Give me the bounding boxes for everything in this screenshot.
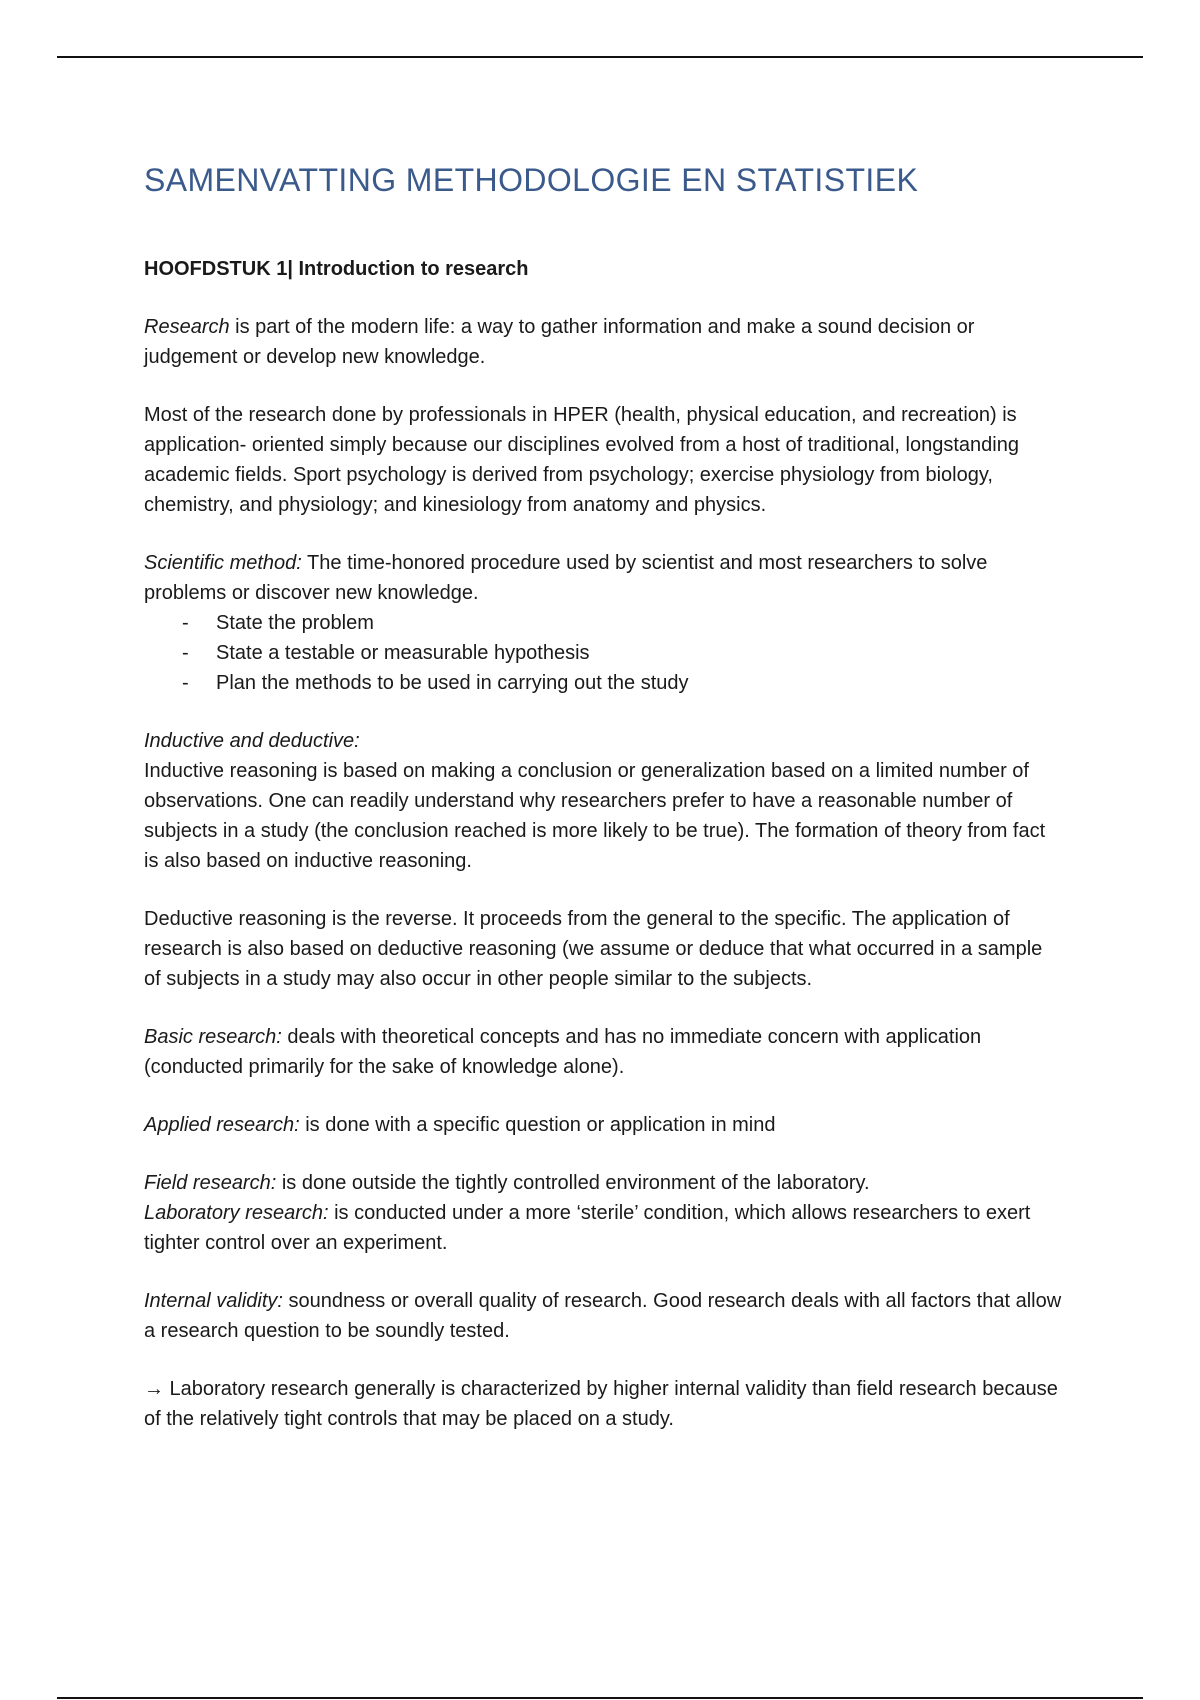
internal-validity-text: soundness or overall quality of research. Good research deals with all factors that allow a research question to be soundly tested. bbox=[144, 1290, 1062, 1342]
step-text: Plan the methods to be used in carrying out the study bbox=[216, 672, 689, 694]
list-item bbox=[144, 608, 1064, 638]
field-research-paragraph bbox=[144, 1168, 1064, 1198]
term-applied-research: Applied research: bbox=[144, 1114, 300, 1136]
list-item bbox=[144, 638, 1064, 668]
applied-research-paragraph bbox=[144, 1110, 1064, 1140]
bullet-dash: - bbox=[182, 672, 189, 694]
inductive-paragraph: Inductive reasoning is based on making a conclusion or generalization based on a limited number of observations. One can readily understand why researchers prefer to have a reasonable number of subjects in a study (the conclusion reached is more likely to be true). The formation of theory from fact is also based on inductive reasoning. bbox=[144, 760, 1046, 872]
term-basic-research: Basic research: bbox=[144, 1026, 282, 1048]
scientific-method-paragraph bbox=[144, 548, 1064, 608]
scientific-method-steps bbox=[144, 608, 1064, 698]
footer-rule bbox=[57, 1697, 1143, 1699]
arrow-right-icon: → bbox=[144, 1378, 164, 1400]
term-laboratory-research: Laboratory research: bbox=[144, 1202, 329, 1224]
research-intro-paragraph bbox=[144, 312, 1064, 372]
hper-paragraph: Most of the research done by professionals in HPER (health, physical education, and recreation) is application- oriented simply because our disciplines evolved from a host of traditional, longstanding academic fields. Sport psychology is derived from psychology; exercise physiology from biology, chemistry, and physiology; and kinesiology from anatomy and physics. bbox=[144, 404, 1019, 516]
scientific-method-text: The time-honored procedure used by scientist and most researchers to solve problems or discover new knowledge. bbox=[144, 552, 988, 604]
conclusion-paragraph bbox=[144, 1374, 1064, 1434]
list-item bbox=[144, 668, 1064, 698]
bullet-dash: - bbox=[182, 612, 189, 634]
step-text: State the problem bbox=[216, 612, 374, 634]
deductive-paragraph: Deductive reasoning is the reverse. It proceeds from the general to the specific. The application of research is also based on deductive reasoning (we assume or deduce that what occurred in a sample of subjects in a study may also occur in other people similar to the subjects. bbox=[144, 908, 1043, 990]
chapter-heading: HOOFDSTUK 1| Introduction to research bbox=[144, 258, 529, 280]
term-field-research: Field research: bbox=[144, 1172, 277, 1194]
term-internal-validity: Internal validity: bbox=[144, 1290, 283, 1312]
research-intro-text: is part of the modern life: a way to gather information and make a sound decision or judgement or develop new knowledge. bbox=[144, 316, 975, 368]
basic-research-text: deals with theoretical concepts and has no immediate concern with application (conducted primarily for the sake of knowledge alone). bbox=[144, 1026, 982, 1078]
term-research: Research bbox=[144, 316, 230, 338]
document-title: SAMENVATTING METHODOLOGIE EN STATISTIEK bbox=[144, 162, 919, 198]
basic-research-paragraph bbox=[144, 1022, 1064, 1082]
step-text: State a testable or measurable hypothesis bbox=[216, 642, 590, 664]
conclusion-text: Laboratory research generally is characterized by higher internal validity than field research because of the relatively tight controls that may be placed on a study. bbox=[144, 1378, 1058, 1430]
laboratory-research-text: is conducted under a more ‘sterile’ condition, which allows researchers to exert tighter control over an experiment. bbox=[144, 1202, 1031, 1254]
term-scientific-method: Scientific method: bbox=[144, 552, 302, 574]
internal-validity-paragraph bbox=[144, 1286, 1064, 1346]
field-research-text: is done outside the tightly controlled environment of the laboratory. bbox=[276, 1172, 870, 1194]
bullet-dash: - bbox=[182, 642, 189, 664]
term-inductive-deductive: Inductive and deductive: bbox=[144, 730, 360, 752]
laboratory-research-paragraph bbox=[144, 1198, 1064, 1258]
header-rule bbox=[57, 56, 1143, 58]
document-page bbox=[144, 158, 1064, 1434]
applied-research-text: is done with a specific question or application in mind bbox=[299, 1114, 776, 1136]
